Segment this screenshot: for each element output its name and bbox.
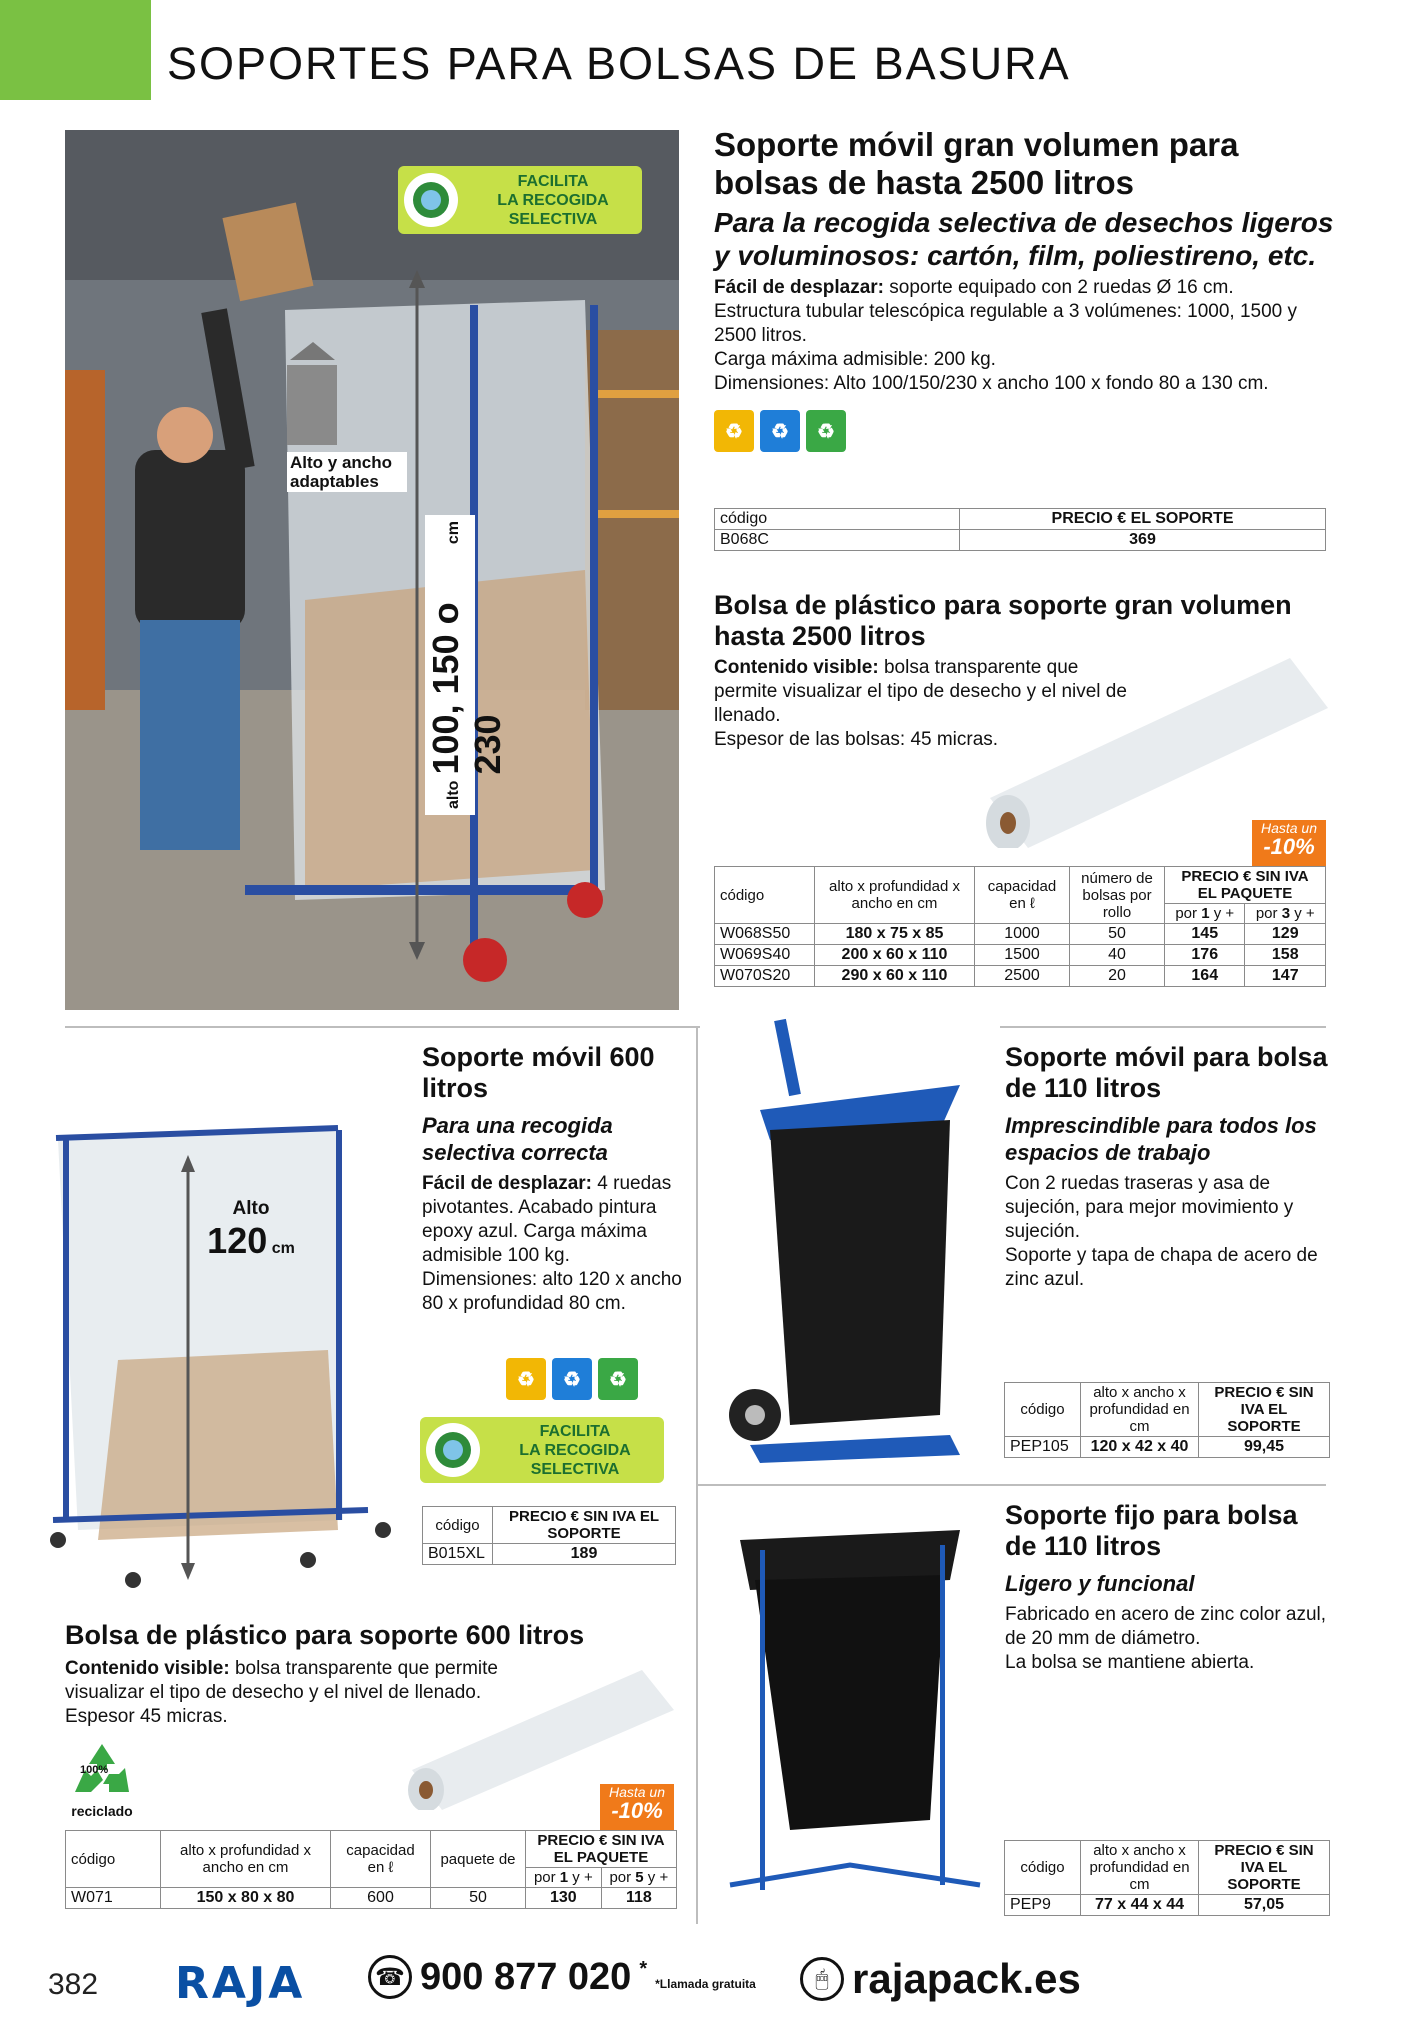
product6-code: PEP9: [1005, 1895, 1081, 1916]
product5-code: PEP105: [1005, 1437, 1081, 1458]
product4-desc-2: Espesor 45 micras.: [65, 1706, 228, 1727]
product1-code: B068C: [715, 530, 960, 551]
product4-promo-badge: [600, 1784, 674, 1830]
table-header-bags-per-roll: número de bolsas por rollo: [1070, 867, 1165, 924]
fixed-stand-110l-illustration: [710, 1520, 1000, 1900]
label-alto: Alto: [232, 1198, 270, 1219]
product2-price-table: [714, 866, 1326, 987]
product1-desc-3: Carga máxima admisible: 200 kg.: [714, 349, 996, 370]
product1-desc-4: Dimensiones: Alto 100/150/230 x ancho 100 x fondo 80 a 130 cm.: [714, 373, 1269, 394]
row-code: W068S50: [715, 924, 815, 945]
product6-price: 57,05: [1199, 1895, 1330, 1916]
recycled-label: reciclado: [71, 1803, 133, 1819]
product1-description: [714, 276, 1334, 396]
product1-recycle-icons: [714, 410, 846, 452]
facilita-recogida-badge-bottom: [420, 1417, 664, 1483]
phone-asterisk: *: [639, 1957, 648, 1980]
height-unit: cm: [445, 521, 462, 545]
product2-title: Bolsa de plástico para soporte gran volumen hasta 2500 litros: [714, 590, 1292, 651]
product6-price-table: [1004, 1840, 1330, 1916]
row-capacity: 1500: [975, 945, 1070, 966]
product2-desc-2: Espesor de las bolsas: 45 micras.: [714, 729, 999, 750]
table-row: [715, 945, 1326, 966]
table-header-price: PRECIO € SIN IVA EL PAQUETE: [526, 1831, 677, 1868]
divider-vertical: [696, 1028, 698, 1924]
table-header-capacity: capacidad en ℓ: [331, 1831, 431, 1888]
table-header-code: código: [423, 1507, 493, 1544]
table-header-dims: alto x ancho x profundidad en cm: [1081, 1841, 1199, 1895]
phone-number[interactable]: 900 877 020: [420, 1955, 632, 1998]
table-header-code: código: [1005, 1383, 1081, 1437]
photo-label-height: [425, 515, 508, 815]
footer-phone[interactable]: [368, 1955, 756, 1999]
product3-desc-1: 4 ruedas pivotantes. Acabado pintura epoxy azul. Carga máxima admisible 100 kg.: [422, 1173, 672, 1266]
product6-subtitle: Ligero y funcional: [1005, 1571, 1195, 1596]
globe-hands-icon: [404, 173, 458, 227]
product3-desc-2: Dimensiones: alto 120 x ancho 80 x profundidad 80 cm.: [422, 1269, 682, 1314]
row-code: W071: [66, 1888, 161, 1909]
promo-discount: -10%: [1263, 834, 1315, 859]
product6-desc-2: La bolsa se mantiene abierta.: [1005, 1652, 1255, 1673]
product6-block: [1005, 1500, 1335, 1675]
product-photo-600l-stand: [38, 1110, 418, 1610]
product3-price: 189: [493, 1544, 676, 1565]
table-row: [715, 966, 1326, 987]
product-photo-mobile-110l: [700, 1015, 1000, 1465]
row-price-tier1: 145: [1165, 924, 1245, 945]
product2-roll-image: [970, 648, 1338, 848]
table-header-price: PRECIO € SIN IVA EL SOPORTE: [1199, 1841, 1330, 1895]
recycle-yellow-icon: ♻: [714, 410, 754, 452]
phone-icon: ☎: [368, 1955, 412, 1999]
product3-recycle-icons: [506, 1358, 638, 1400]
row-dims: 150 x 80 x 80: [161, 1888, 331, 1909]
stand-600l-illustration: [38, 1110, 418, 1610]
product2-desc-1: bolsa transparente que permite visualizar el tipo de desecho y el nivel de llenado.: [714, 657, 1127, 726]
product6-dims: 77 x 44 x 44: [1081, 1895, 1199, 1916]
table-header-tier1: por 1 y +: [526, 1868, 602, 1888]
row-price-tier1: 176: [1165, 945, 1245, 966]
table-header-price: PRECIO € SIN IVA EL SOPORTE: [493, 1507, 676, 1544]
product6-desc-1: Fabricado en acero de zinc color azul, de 20 mm de diámetro.: [1005, 1604, 1327, 1649]
footer-website[interactable]: [800, 1955, 1081, 2003]
divider: [65, 1026, 698, 1028]
product3-title: Soporte móvil 600 litros: [422, 1042, 655, 1103]
product1-desc-2: Estructura tubular telescópica regulable a 3 volúmenes: 1000, 1500 y 2500 litros.: [714, 301, 1298, 346]
phone-note: *Llamada gratuita: [655, 1977, 756, 1991]
raja-logo: RAJA: [175, 1958, 306, 2009]
table-header-dims: alto x ancho x profundidad en cm: [1081, 1383, 1199, 1437]
table-header-code: código: [715, 509, 960, 530]
product3-block: [422, 1042, 684, 1316]
height-values: 100, 150 o 230: [425, 602, 508, 775]
table-header-price: PRECIO € SIN IVA EL PAQUETE: [1165, 867, 1326, 904]
table-row: [66, 1888, 677, 1909]
website-link[interactable]: rajapack.es: [852, 1955, 1081, 2002]
row-price-tier1: 130: [526, 1888, 602, 1909]
product5-dims: 120 x 42 x 40: [1081, 1437, 1199, 1458]
product2-desc-bold: Contenido visible:: [714, 657, 879, 678]
product1-price: 369: [960, 530, 1326, 551]
table-row: [715, 924, 1326, 945]
photo-label-height-120: [196, 1198, 306, 1262]
row-price-tier2: 158: [1245, 945, 1326, 966]
row-code: W070S20: [715, 966, 815, 987]
globe-hands-icon: [426, 1423, 480, 1477]
product1-desc-bold: Fácil de desplazar:: [714, 277, 885, 298]
row-bags: 50: [1070, 924, 1165, 945]
row-code: W069S40: [715, 945, 815, 966]
product5-price: 99,45: [1199, 1437, 1330, 1458]
recycle-blue-icon: ♻: [552, 1358, 592, 1400]
warehouse-scene-illustration: [65, 130, 679, 1010]
row-dims: 180 x 75 x 85: [815, 924, 975, 945]
product1-price-table: [714, 508, 1326, 551]
page-number: 382: [48, 1968, 99, 2001]
page-title: SOPORTES PARA BOLSAS DE BASURA: [167, 38, 1071, 89]
product5-price-table: [1004, 1382, 1330, 1458]
row-price-tier2: 129: [1245, 924, 1326, 945]
row-price-tier2: 147: [1245, 966, 1326, 987]
badge-text: FACILITA LA RECOGIDA SELECTIVA: [519, 1422, 631, 1478]
row-capacity: 600: [331, 1888, 431, 1909]
product-photo-fixed-110l: [710, 1520, 1000, 1900]
row-bags: 20: [1070, 966, 1165, 987]
table-header-pack: paquete de: [431, 1831, 526, 1888]
product4-title: Bolsa de plástico para soporte 600 litros: [65, 1620, 585, 1650]
row-price-tier1: 164: [1165, 966, 1245, 987]
product6-title: Soporte fijo para bolsa de 110 litros: [1005, 1500, 1298, 1561]
row-dims: 200 x 60 x 110: [815, 945, 975, 966]
recycled-percent: 100%: [80, 1764, 109, 1776]
product1-subtitle: Para la recogida selectiva de desechos ligeros y voluminosos: cartón, film, poliestireno, etc.: [714, 207, 1334, 271]
recycle-green-icon: ♻: [598, 1358, 638, 1400]
badge-text: FACILITA LA RECOGIDA SELECTIVA: [497, 172, 609, 228]
header-green-tab: [0, 0, 151, 100]
mobile-stand-110l-illustration: [700, 1015, 1000, 1465]
product3-desc-bold: Fácil de desplazar:: [422, 1173, 593, 1194]
product5-title: Soporte móvil para bolsa de 110 litros: [1005, 1042, 1328, 1103]
table-header-tier2: por 3 y +: [1245, 904, 1326, 924]
row-dims: 290 x 60 x 110: [815, 966, 975, 987]
product4-desc-bold: Contenido visible:: [65, 1658, 230, 1679]
table-header-dims: alto x profundidad x ancho en cm: [815, 867, 975, 924]
promo-small-text: Hasta un: [608, 1784, 666, 1800]
product5-desc-1: Con 2 ruedas traseras y asa de sujeción, para mejor movimiento y sujeción.: [1005, 1173, 1294, 1242]
table-header-capacity: capacidad en ℓ: [975, 867, 1070, 924]
divider: [698, 1484, 1326, 1486]
product5-desc-2: Soporte y tapa de chapa de acero de zinc azul.: [1005, 1245, 1318, 1290]
table-header-code: código: [715, 867, 815, 924]
product5-subtitle: Imprescindible para todos los espacios de trabajo: [1005, 1113, 1317, 1165]
row-pack: 50: [431, 1888, 526, 1909]
table-header-price: PRECIO € SIN IVA EL SOPORTE: [1199, 1383, 1330, 1437]
facilita-recogida-badge-top: [398, 166, 642, 234]
product1-block: [714, 126, 1334, 396]
table-header-code: código: [1005, 1841, 1081, 1895]
plastic-roll-illustration: [970, 648, 1338, 848]
recycle-green-icon: ♻: [806, 410, 846, 452]
label-number: 120: [207, 1220, 268, 1261]
product3-price-table: [422, 1506, 676, 1565]
row-capacity: 1000: [975, 924, 1070, 945]
product3-code: B015XL: [423, 1544, 493, 1565]
product6-description: [1005, 1603, 1335, 1675]
product3-subtitle: Para una recogida selectiva correcta: [422, 1113, 613, 1165]
table-header-tier1: por 1 y +: [1165, 904, 1245, 924]
product3-description: [422, 1172, 684, 1316]
recycle-yellow-icon: ♻: [506, 1358, 546, 1400]
product-photo-large-stand: [65, 130, 679, 1010]
product4-desc-1: bolsa transparente que permite visualizar el tipo de desecho y el nivel de llenado.: [65, 1658, 498, 1703]
row-capacity: 2500: [975, 966, 1070, 987]
product5-block: [1005, 1042, 1335, 1292]
height-prefix: alto: [445, 780, 462, 809]
product1-title: Soporte móvil gran volumen para bolsas de hasta 2500 litros: [714, 126, 1239, 201]
row-price-tier2: 118: [601, 1888, 676, 1909]
recycle-blue-icon: ♻: [760, 410, 800, 452]
table-header-tier2: por 5 y +: [601, 1868, 676, 1888]
mouse-icon: 🖱: [800, 1957, 844, 2001]
promo-discount: -10%: [611, 1798, 663, 1823]
table-header-code: código: [66, 1831, 161, 1888]
label-unit: cm: [271, 1240, 295, 1257]
table-header-dims: alto x profundidad x ancho en cm: [161, 1831, 331, 1888]
product2-promo-badge: [1252, 820, 1326, 866]
product5-description: [1005, 1172, 1335, 1292]
row-bags: 40: [1070, 945, 1165, 966]
table-header-price: PRECIO € EL SOPORTE: [960, 509, 1326, 530]
recycled-badge: [62, 1740, 142, 1819]
product4-price-table: [65, 1830, 677, 1909]
product1-desc-1: soporte equipado con 2 ruedas Ø 16 cm.: [884, 277, 1234, 298]
promo-small-text: Hasta un: [1260, 820, 1318, 836]
photo-label-adaptable: Alto y ancho adaptables: [287, 452, 407, 492]
